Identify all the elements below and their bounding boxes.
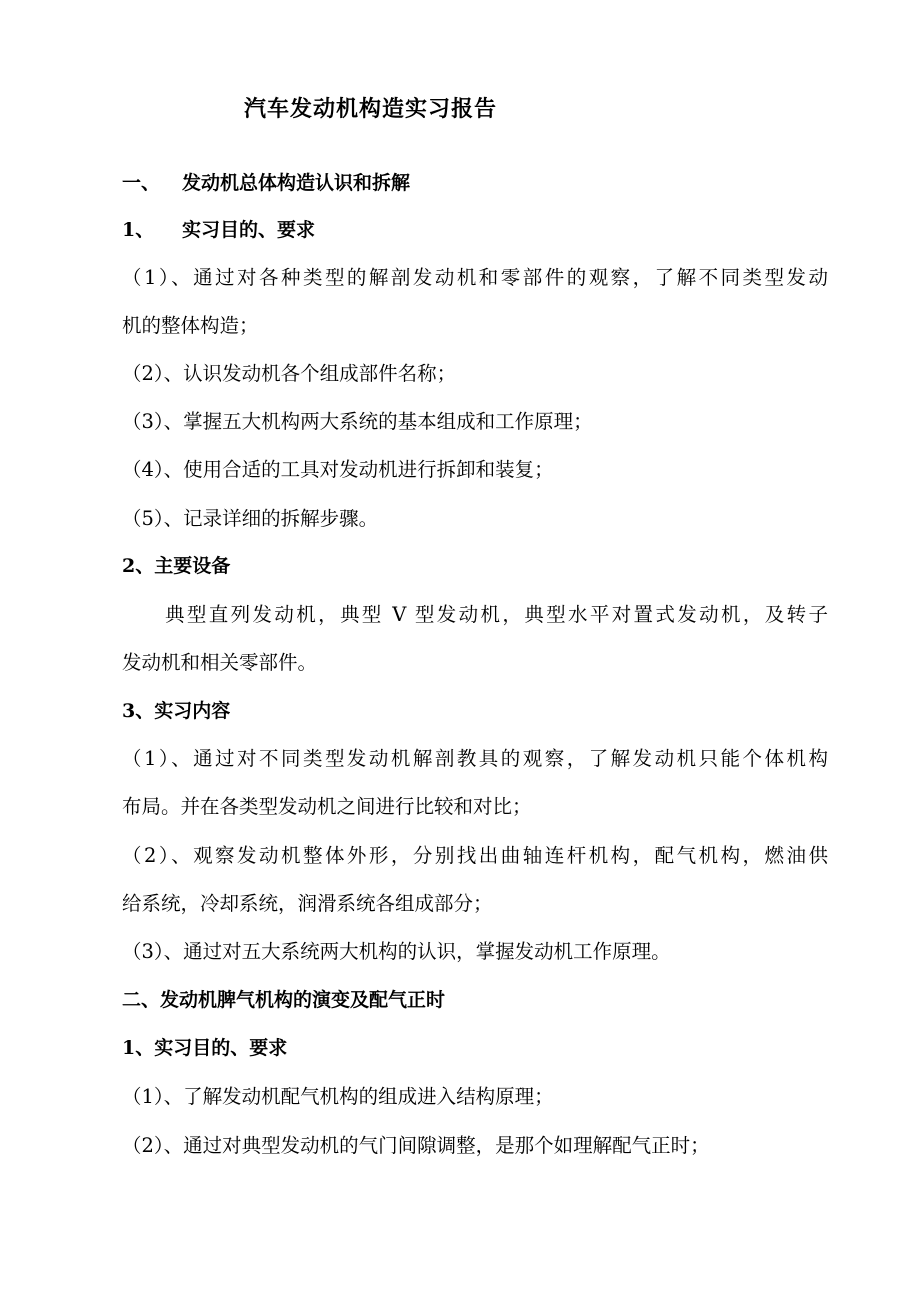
section-2-sub-1-heading: 1、实习目的、要求: [122, 1037, 288, 1059]
section-1-number: 一、: [122, 172, 161, 194]
paragraph-line: （1）、通过对不同类型发动机解剖教具的观察，了解发动机只能个体机构: [122, 747, 828, 770]
paragraph-line: 典型直列发动机，典型 V 型发动机，典型水平对置式发动机，及转子: [165, 603, 828, 626]
section-1-sub-1-number: 1、: [122, 219, 155, 241]
list-item: （2）、认识发动机各个组成部件名称；: [122, 362, 457, 385]
list-item: （2）、通过对典型发动机的气门间隙调整，是那个如理解配气正时；: [122, 1134, 710, 1157]
list-item: （4）、使用合适的工具对发动机进行拆卸和装复；: [122, 458, 554, 481]
list-item: （1）、了解发动机配气机构的组成进入结构原理；: [122, 1085, 554, 1108]
list-item: （3）、通过对五大系统两大机构的认识，掌握发动机工作原理。: [122, 940, 671, 963]
section-2-heading: 二、发动机脾气机构的演变及配气正时: [122, 989, 446, 1011]
section-1-sub-2-heading: 2、主要设备: [122, 555, 231, 577]
document-title: 汽车发动机构造实习报告: [244, 96, 498, 122]
list-item: （3）、掌握五大机构两大系统的基本组成和工作原理；: [122, 410, 593, 433]
paragraph-line: （1）、通过对各种类型的解剖发动机和零部件的观察，了解不同类型发动: [122, 266, 828, 289]
list-item: （5）、记录详细的拆解步骤。: [122, 507, 379, 530]
section-1-sub-1-heading: [122, 215, 315, 242]
paragraph-line: （2）、观察发动机整体外形，分别找出曲轴连杆机构，配气机构，燃油供: [122, 844, 828, 867]
section-1-sub-1-title: 实习目的、要求: [182, 219, 316, 241]
paragraph-line: 布局。并在各类型发动机之间进行比较和对比；: [122, 795, 532, 818]
paragraph-line: 给系统，冷却系统，润滑系统各组成部分；: [122, 892, 493, 915]
paragraph-line: 发动机和相关零部件。: [122, 651, 318, 674]
section-1-sub-3-heading: 3、实习内容: [122, 700, 231, 722]
section-1-title: 发动机总体构造认识和拆解: [182, 172, 411, 194]
paragraph-line: 机的整体构造；: [122, 314, 259, 337]
section-1-heading: [122, 168, 410, 195]
